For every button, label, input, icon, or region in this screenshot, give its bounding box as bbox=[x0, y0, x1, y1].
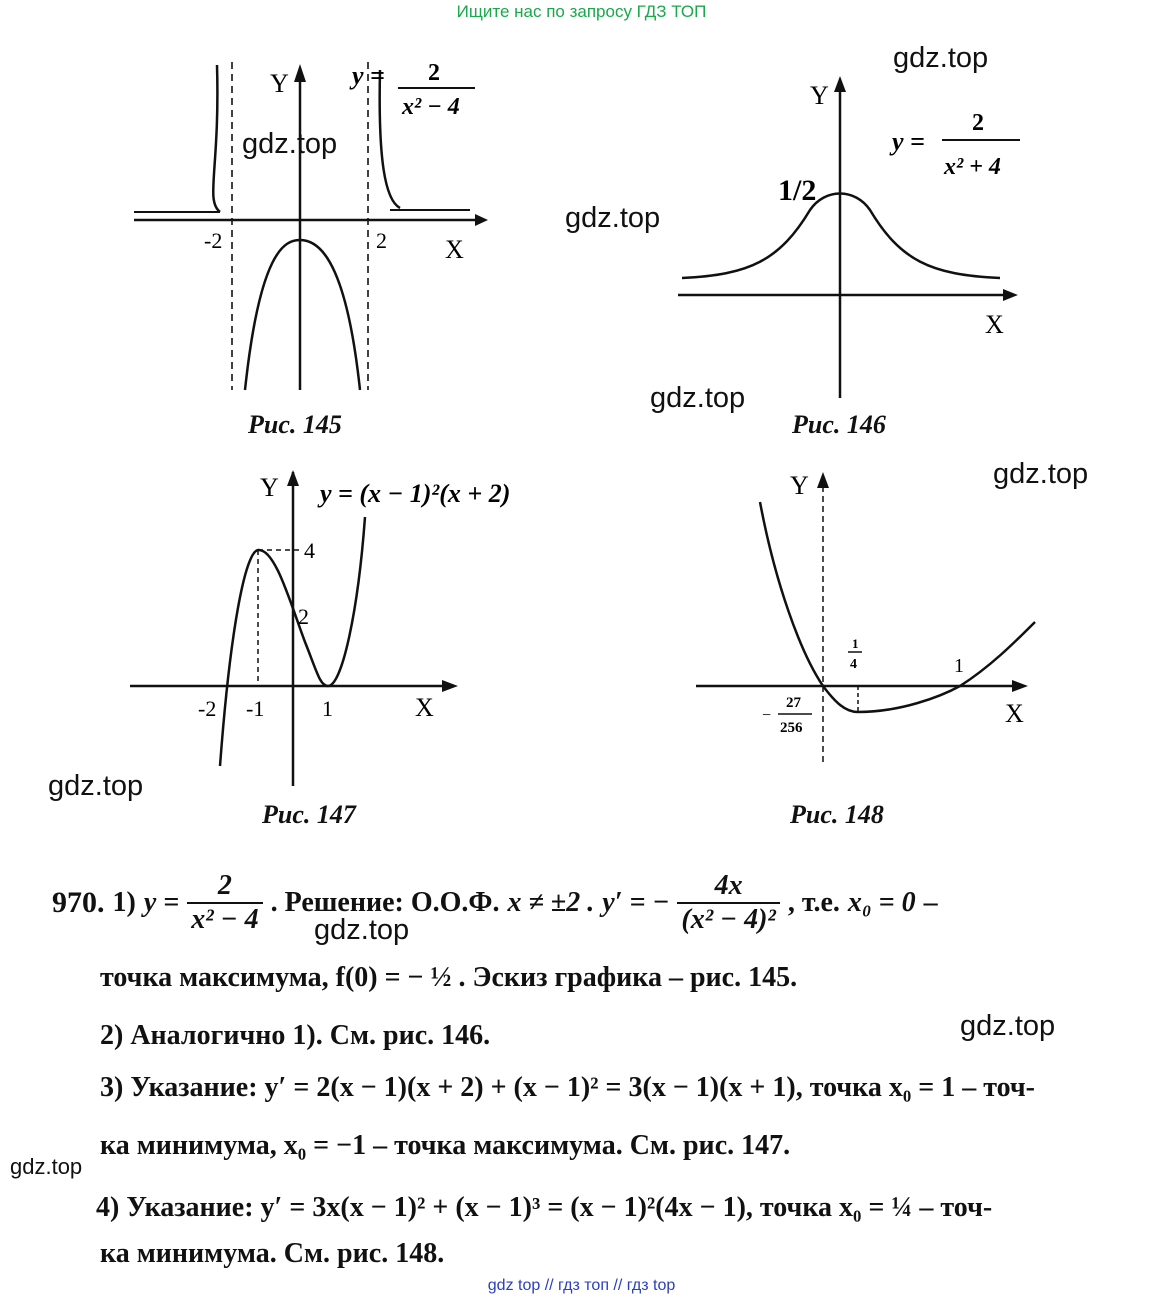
fig147-tick-x-m2: -2 bbox=[198, 696, 217, 721]
fig145-left-branch bbox=[213, 65, 220, 212]
top-banner[interactable]: Ищите нас по запросу ГДЗ ТОП bbox=[456, 2, 707, 21]
watermark: gdz.top bbox=[242, 128, 338, 160]
solution-line-1 bbox=[52, 868, 938, 938]
fig145-y-label: Y bbox=[270, 69, 289, 98]
fig147-formula: y = (x − 1)²(x + 2) bbox=[320, 479, 511, 508]
watermark: gdz.top bbox=[314, 914, 410, 946]
figure-145 bbox=[120, 50, 500, 410]
watermark: gdz.top bbox=[650, 382, 746, 414]
watermark: gdz.top bbox=[565, 202, 661, 234]
solution-line-2: точка максимума, f(0) = − ½ . Эскиз графика – рис. 145. bbox=[100, 962, 798, 993]
figure-147 bbox=[120, 462, 540, 792]
derivative-fraction: $\frac{4x}{\text{(x² − 4)²}}$ bbox=[677, 870, 779, 936]
derivative-text: y′ = − bbox=[602, 887, 670, 918]
fig148-min-num: 27 bbox=[786, 695, 801, 711]
fig148-tick-one: 1 bbox=[954, 655, 964, 677]
caption-148: Рис. 148 bbox=[790, 800, 884, 829]
domain-text: x ≠ ±2 . bbox=[507, 887, 595, 918]
fig148-tick-quarter-num: 1 bbox=[852, 636, 859, 651]
solution-line-7: ка минимума. См. рис. 148. bbox=[100, 1238, 445, 1269]
formula-y: y = bbox=[143, 887, 180, 918]
fig145-formula-y: y = bbox=[352, 61, 385, 90]
solution-line-5: ка минимума, x₀ = −1 – точка максимума. См. рис. 147. bbox=[100, 1130, 791, 1161]
fig146-formula-den: x² + 4 bbox=[944, 154, 1001, 180]
fig148-y-label: Y bbox=[790, 471, 809, 500]
fig146-formula-y: y = bbox=[892, 127, 925, 156]
fig146-label-half: 1/2 bbox=[778, 174, 817, 207]
watermark: gdz.top bbox=[10, 1154, 83, 1179]
caption-146: Рис. 146 bbox=[792, 410, 886, 439]
fig145-right-branch bbox=[380, 70, 400, 208]
fig145-tick-right: 2 bbox=[376, 228, 387, 253]
solution-line-4: 3) Указание: y′ = 2(x − 1)(x + 2) + (x − 1)² = 3(x − 1)(x + 1), точка x₀ = 1 – точ- bbox=[100, 1072, 1035, 1103]
solution-text: . Решение: О.О.Ф. bbox=[270, 887, 500, 918]
fig147-x-label: X bbox=[415, 693, 434, 722]
fig148-min-den: 256 bbox=[780, 720, 803, 736]
solution-line-3: 2) Аналогично 1). См. рис. 146. bbox=[100, 1020, 491, 1051]
fig147-tick-x-1: 1 bbox=[322, 696, 333, 721]
fig146-formula-num: 2 bbox=[972, 110, 984, 136]
fig148-x-label: X bbox=[1005, 699, 1024, 728]
solution-line-6: 4) Указание: y′ = 3x(x − 1)² + (x − 1)³ = (x − 1)²(4x − 1), точка x₀ = ¼ – точ- bbox=[96, 1192, 993, 1223]
fig145-x-label: X bbox=[445, 235, 464, 264]
fig146-x-label: X bbox=[985, 310, 1004, 339]
fig146-y-label: Y bbox=[810, 81, 829, 110]
dash: – bbox=[923, 887, 938, 918]
part-label: 1) bbox=[112, 887, 136, 918]
fig145-tick-left: -2 bbox=[204, 228, 223, 253]
fig147-tick-x-m1: -1 bbox=[246, 696, 265, 721]
solution-text: , т.е. bbox=[787, 887, 840, 918]
fig145-formula-den: x² − 4 bbox=[402, 94, 460, 120]
x0-text: x₀ = 0 bbox=[847, 887, 916, 918]
watermark: gdz.top bbox=[893, 42, 989, 74]
fig148-curve bbox=[760, 502, 1035, 712]
footer-links[interactable]: gdz top // гдз топ // гдз top bbox=[487, 1277, 676, 1294]
caption-147: Рис. 147 bbox=[262, 800, 356, 829]
fig147-tick-y-4: 4 bbox=[304, 538, 315, 563]
fraction: $\frac{2}{\text{x² − 4}}$ bbox=[187, 870, 262, 936]
fig145-formula-num: 2 bbox=[428, 60, 440, 86]
fig147-tick-y-2: 2 bbox=[298, 604, 309, 629]
fig147-y-label: Y bbox=[260, 473, 279, 502]
fig145-middle-branch bbox=[245, 240, 360, 390]
watermark: gdz.top bbox=[993, 458, 1089, 490]
fig148-min-sign: − bbox=[762, 707, 772, 724]
watermark: gdz.top bbox=[48, 770, 144, 802]
problem-number: 970. bbox=[52, 886, 105, 919]
caption-145: Рис. 145 bbox=[248, 410, 342, 439]
fig148-tick-quarter-den: 4 bbox=[850, 657, 857, 672]
watermark: gdz.top bbox=[960, 1010, 1056, 1042]
figure-146 bbox=[660, 70, 1060, 410]
figure-148 bbox=[690, 462, 1050, 782]
